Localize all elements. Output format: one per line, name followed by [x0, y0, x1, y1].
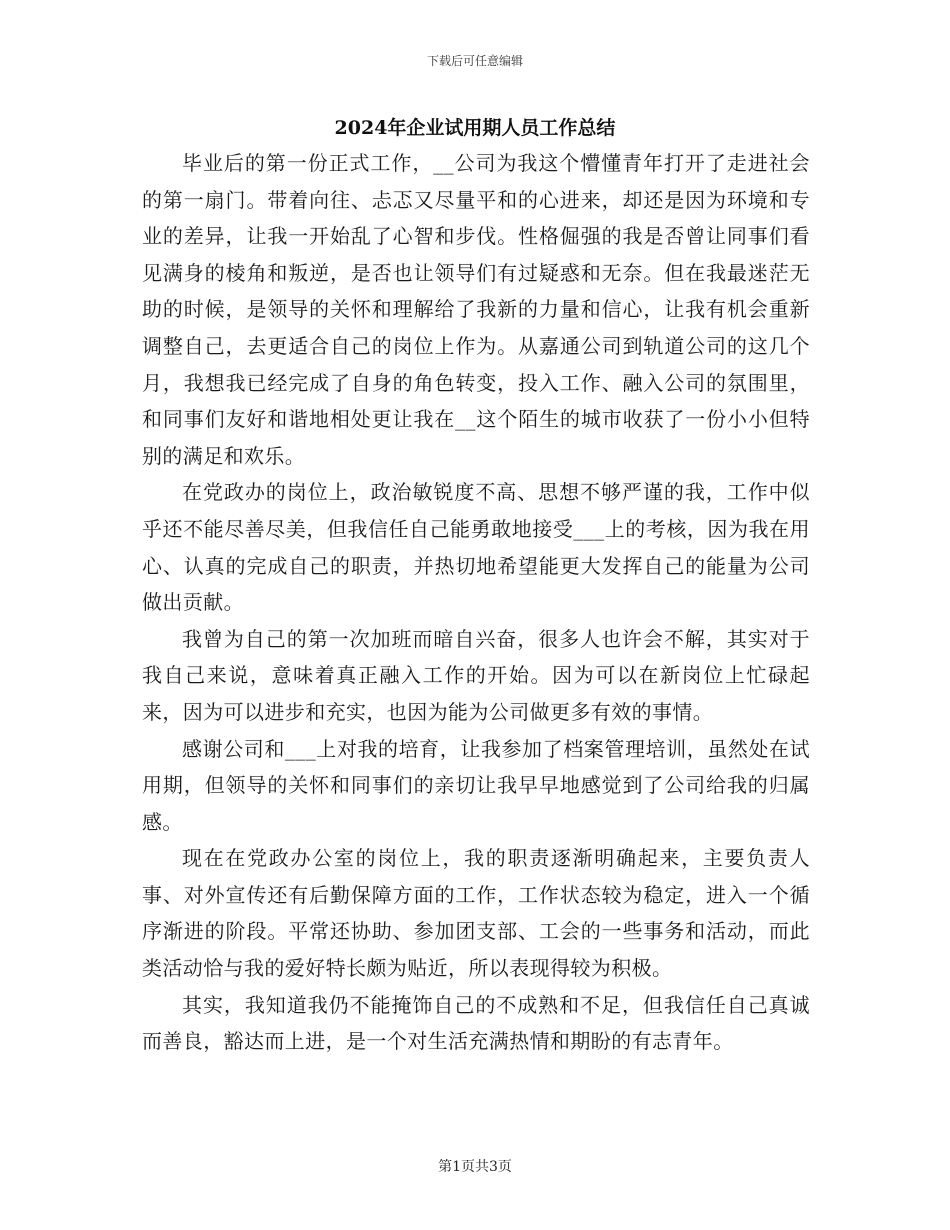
paragraph-4: 感谢公司和___上对我的培育，让我参加了档案管理培训，虽然处在试用期，但领导的关怀和同事们的亲切让我早早地感觉到了公司给我的归属感。	[142, 736, 810, 834]
paragraph-5: 现在在党政办公室的岗位上，我的职责逐渐明确起来，主要负责人事、对外宣传还有后勤保障方面的工作，工作状态较为稳定，进入一个循序渐进的阶段。平常还协助、参加团支部、工会的一些事务和活动，而此类活动恰与我的爱好特长颇为贴近，所以表现得较为积极。	[142, 846, 810, 981]
document-title: 2024年企业试用期人员工作总结	[334, 117, 616, 139]
paragraph-3: 我曾为自己的第一次加班而暗自兴奋，很多人也许会不解，其实对于我自己来说，意味着真正融入工作的开始。因为可以在新岗位上忙碌起来，因为可以进步和充实，也因为能为公司做更多有效的事情。	[142, 626, 810, 724]
page-number: 第1页共3页	[438, 1159, 512, 1175]
paragraph-1: 毕业后的第一份正式工作，__公司为我这个懵懂青年打开了走进社会的第一扇门。带着向往、忐忑又尽量平和的心进来，却还是因为环境和专业的差异，让我一开始乱了心智和步伐。性格倔强的我是否曾让同事们看见满身的棱角和叛逆，是否也让领导们有过疑惑和无奈。但在我最迷茫无助的时候，是领导的关怀和理解给了我新的力量和信心，让我有机会重新调整自己，去更适合自己的岗位上作为。从嘉通公司到轨道公司的这几个月，我想我已经完成了自身的角色转变，投入工作、融入公司的氛围里，和同事们友好和谐地相处更让我在__这个陌生的城市收获了一份小小但特别的满足和欢乐。	[142, 151, 810, 468]
document-body	[142, 145, 810, 1060]
paragraph-2: 在党政办的岗位上，政治敏锐度不高、思想不够严谨的我，工作中似乎还不能尽善尽美，但我信任自己能勇敢地接受___上的考核，因为我在用心、认真的完成自己的职责，并热切地希望能更大发挥自己的能量为公司做出贡献。	[142, 480, 810, 615]
paragraph-6: 其实，我知道我仍不能掩饰自己的不成熟和不足，但我信任自己真诚而善良，豁达而上进，是一个对生活充满热情和期盼的有志青年。	[142, 992, 810, 1054]
page-header: 下载后可任意编辑	[426, 54, 523, 68]
